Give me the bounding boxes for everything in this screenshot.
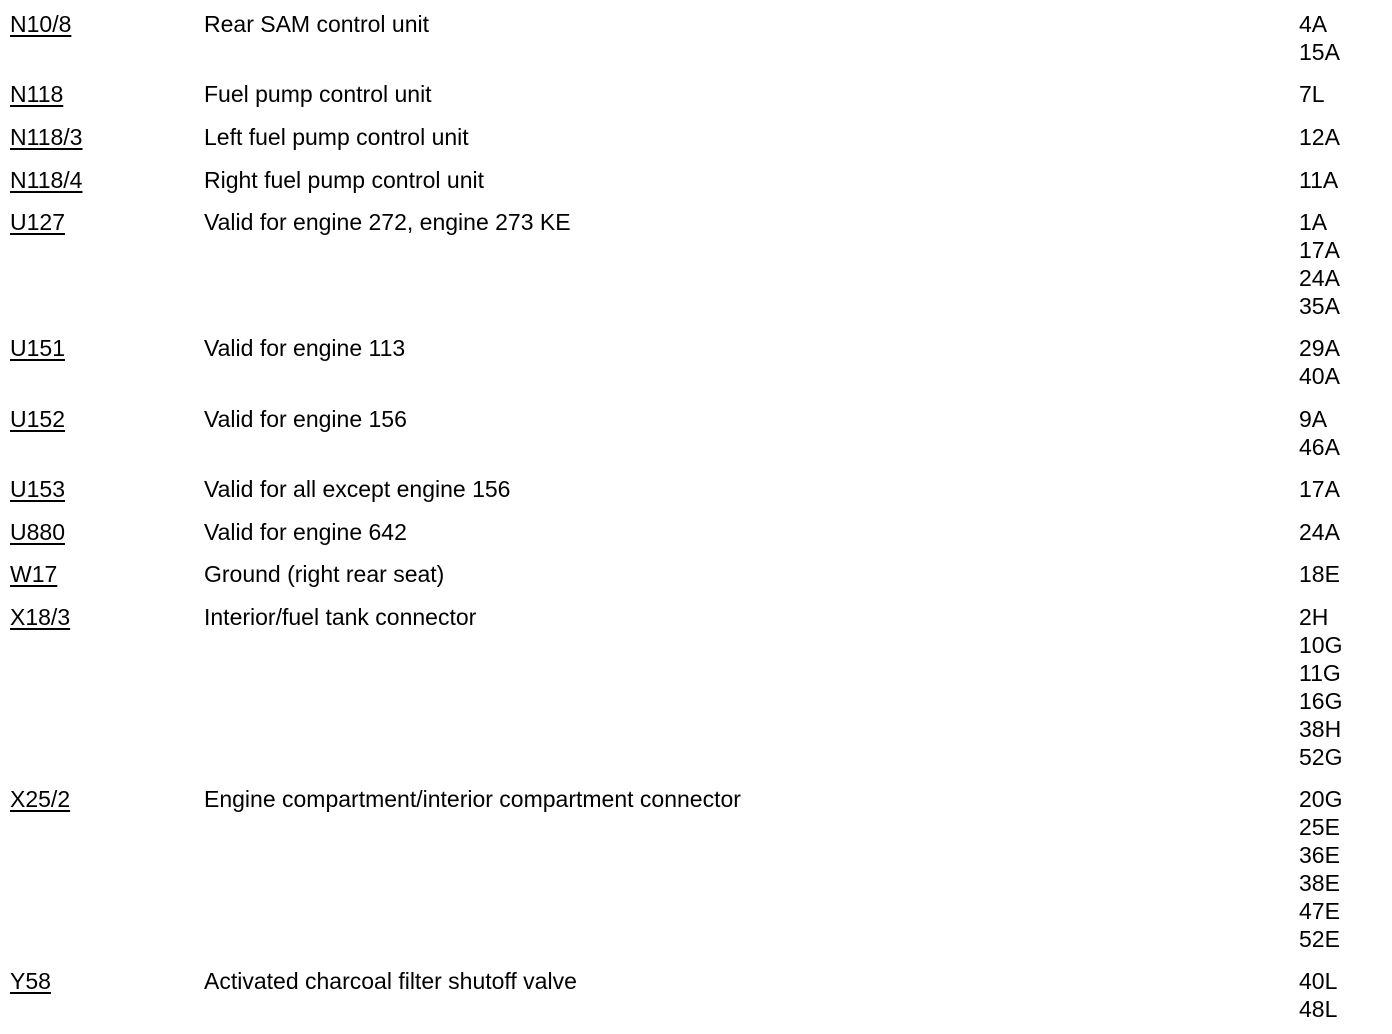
grid-location: 24A: [1299, 265, 1340, 291]
grid-location: 20G: [1299, 786, 1343, 812]
component-code-link[interactable]: X18/3: [10, 604, 71, 630]
grid-location: 29A: [1299, 335, 1340, 361]
component-description: Valid for engine 113: [204, 335, 406, 361]
grid-locations: [1299, 166, 1338, 194]
grid-location: 40L: [1299, 968, 1338, 994]
grid-location: 11G: [1299, 660, 1341, 686]
grid-locations: [1299, 518, 1340, 546]
component-description: Fuel pump control unit: [204, 81, 432, 107]
component-code-link[interactable]: U152: [10, 406, 65, 432]
grid-location: 17A: [1299, 476, 1340, 502]
grid-location: 46A: [1299, 434, 1340, 460]
component-code-link[interactable]: U127: [10, 209, 65, 235]
grid-location: 52E: [1299, 926, 1340, 952]
grid-locations: [1299, 785, 1342, 953]
grid-location: 47E: [1299, 898, 1340, 924]
grid-location: 35A: [1299, 293, 1340, 319]
grid-location: 40A: [1299, 363, 1340, 389]
component-description: Interior/fuel tank connector: [204, 604, 477, 630]
component-code-link[interactable]: U880: [10, 519, 65, 545]
grid-location: 17A: [1299, 237, 1340, 263]
component-description: Valid for engine 156: [204, 406, 407, 432]
grid-locations: [1299, 475, 1340, 503]
component-code-link[interactable]: N118/4: [10, 167, 83, 193]
component-description: Left fuel pump control unit: [204, 124, 469, 150]
component-code-link[interactable]: N10/8: [10, 11, 72, 37]
component-code-link[interactable]: N118: [10, 81, 64, 107]
grid-location: 4A: [1299, 11, 1328, 37]
grid-location: 52G: [1299, 744, 1343, 770]
grid-locations: [1299, 334, 1340, 390]
grid-location: 1A: [1299, 209, 1328, 235]
grid-location: 18E: [1299, 561, 1340, 587]
grid-location: 16G: [1299, 688, 1343, 714]
grid-locations: [1299, 80, 1325, 108]
grid-location: 9A: [1299, 406, 1328, 432]
grid-locations: [1299, 603, 1342, 771]
component-description: Rear SAM control unit: [204, 11, 429, 37]
grid-location: 38H: [1299, 716, 1342, 742]
component-code-link[interactable]: N118/3: [10, 124, 83, 150]
grid-location: 25E: [1299, 814, 1340, 840]
grid-location: 12A: [1299, 124, 1340, 150]
grid-locations: [1299, 405, 1340, 461]
component-description: Valid for engine 272, engine 273 KE: [204, 209, 571, 235]
component-description: Valid for all except engine 156: [204, 476, 511, 502]
grid-locations: [1299, 967, 1337, 1023]
component-description: Ground (right rear seat): [204, 561, 445, 587]
component-description: Valid for engine 642: [204, 519, 407, 545]
grid-location: 7L: [1299, 81, 1325, 107]
component-code-link[interactable]: U153: [10, 476, 65, 502]
grid-location: 10G: [1299, 632, 1343, 658]
component-code-link[interactable]: Y58: [10, 968, 51, 994]
grid-location: 15A: [1299, 39, 1340, 65]
component-code-link[interactable]: X25/2: [10, 786, 71, 812]
grid-locations: [1299, 208, 1340, 320]
grid-location: 36E: [1299, 842, 1340, 868]
grid-location: 2H: [1299, 604, 1329, 630]
grid-locations: [1299, 10, 1340, 66]
component-description: Activated charcoal filter shutoff valve: [204, 968, 577, 994]
grid-location: 11A: [1299, 167, 1339, 193]
component-description: Right fuel pump control unit: [204, 167, 484, 193]
grid-location: 24A: [1299, 519, 1340, 545]
component-description: Engine compartment/interior compartment connector: [204, 786, 741, 812]
grid-location: 48L: [1299, 996, 1338, 1022]
grid-locations: [1299, 560, 1340, 588]
grid-locations: [1299, 123, 1340, 151]
grid-location: 38E: [1299, 870, 1340, 896]
component-code-link[interactable]: W17: [10, 561, 58, 587]
component-code-link[interactable]: U151: [10, 335, 65, 361]
